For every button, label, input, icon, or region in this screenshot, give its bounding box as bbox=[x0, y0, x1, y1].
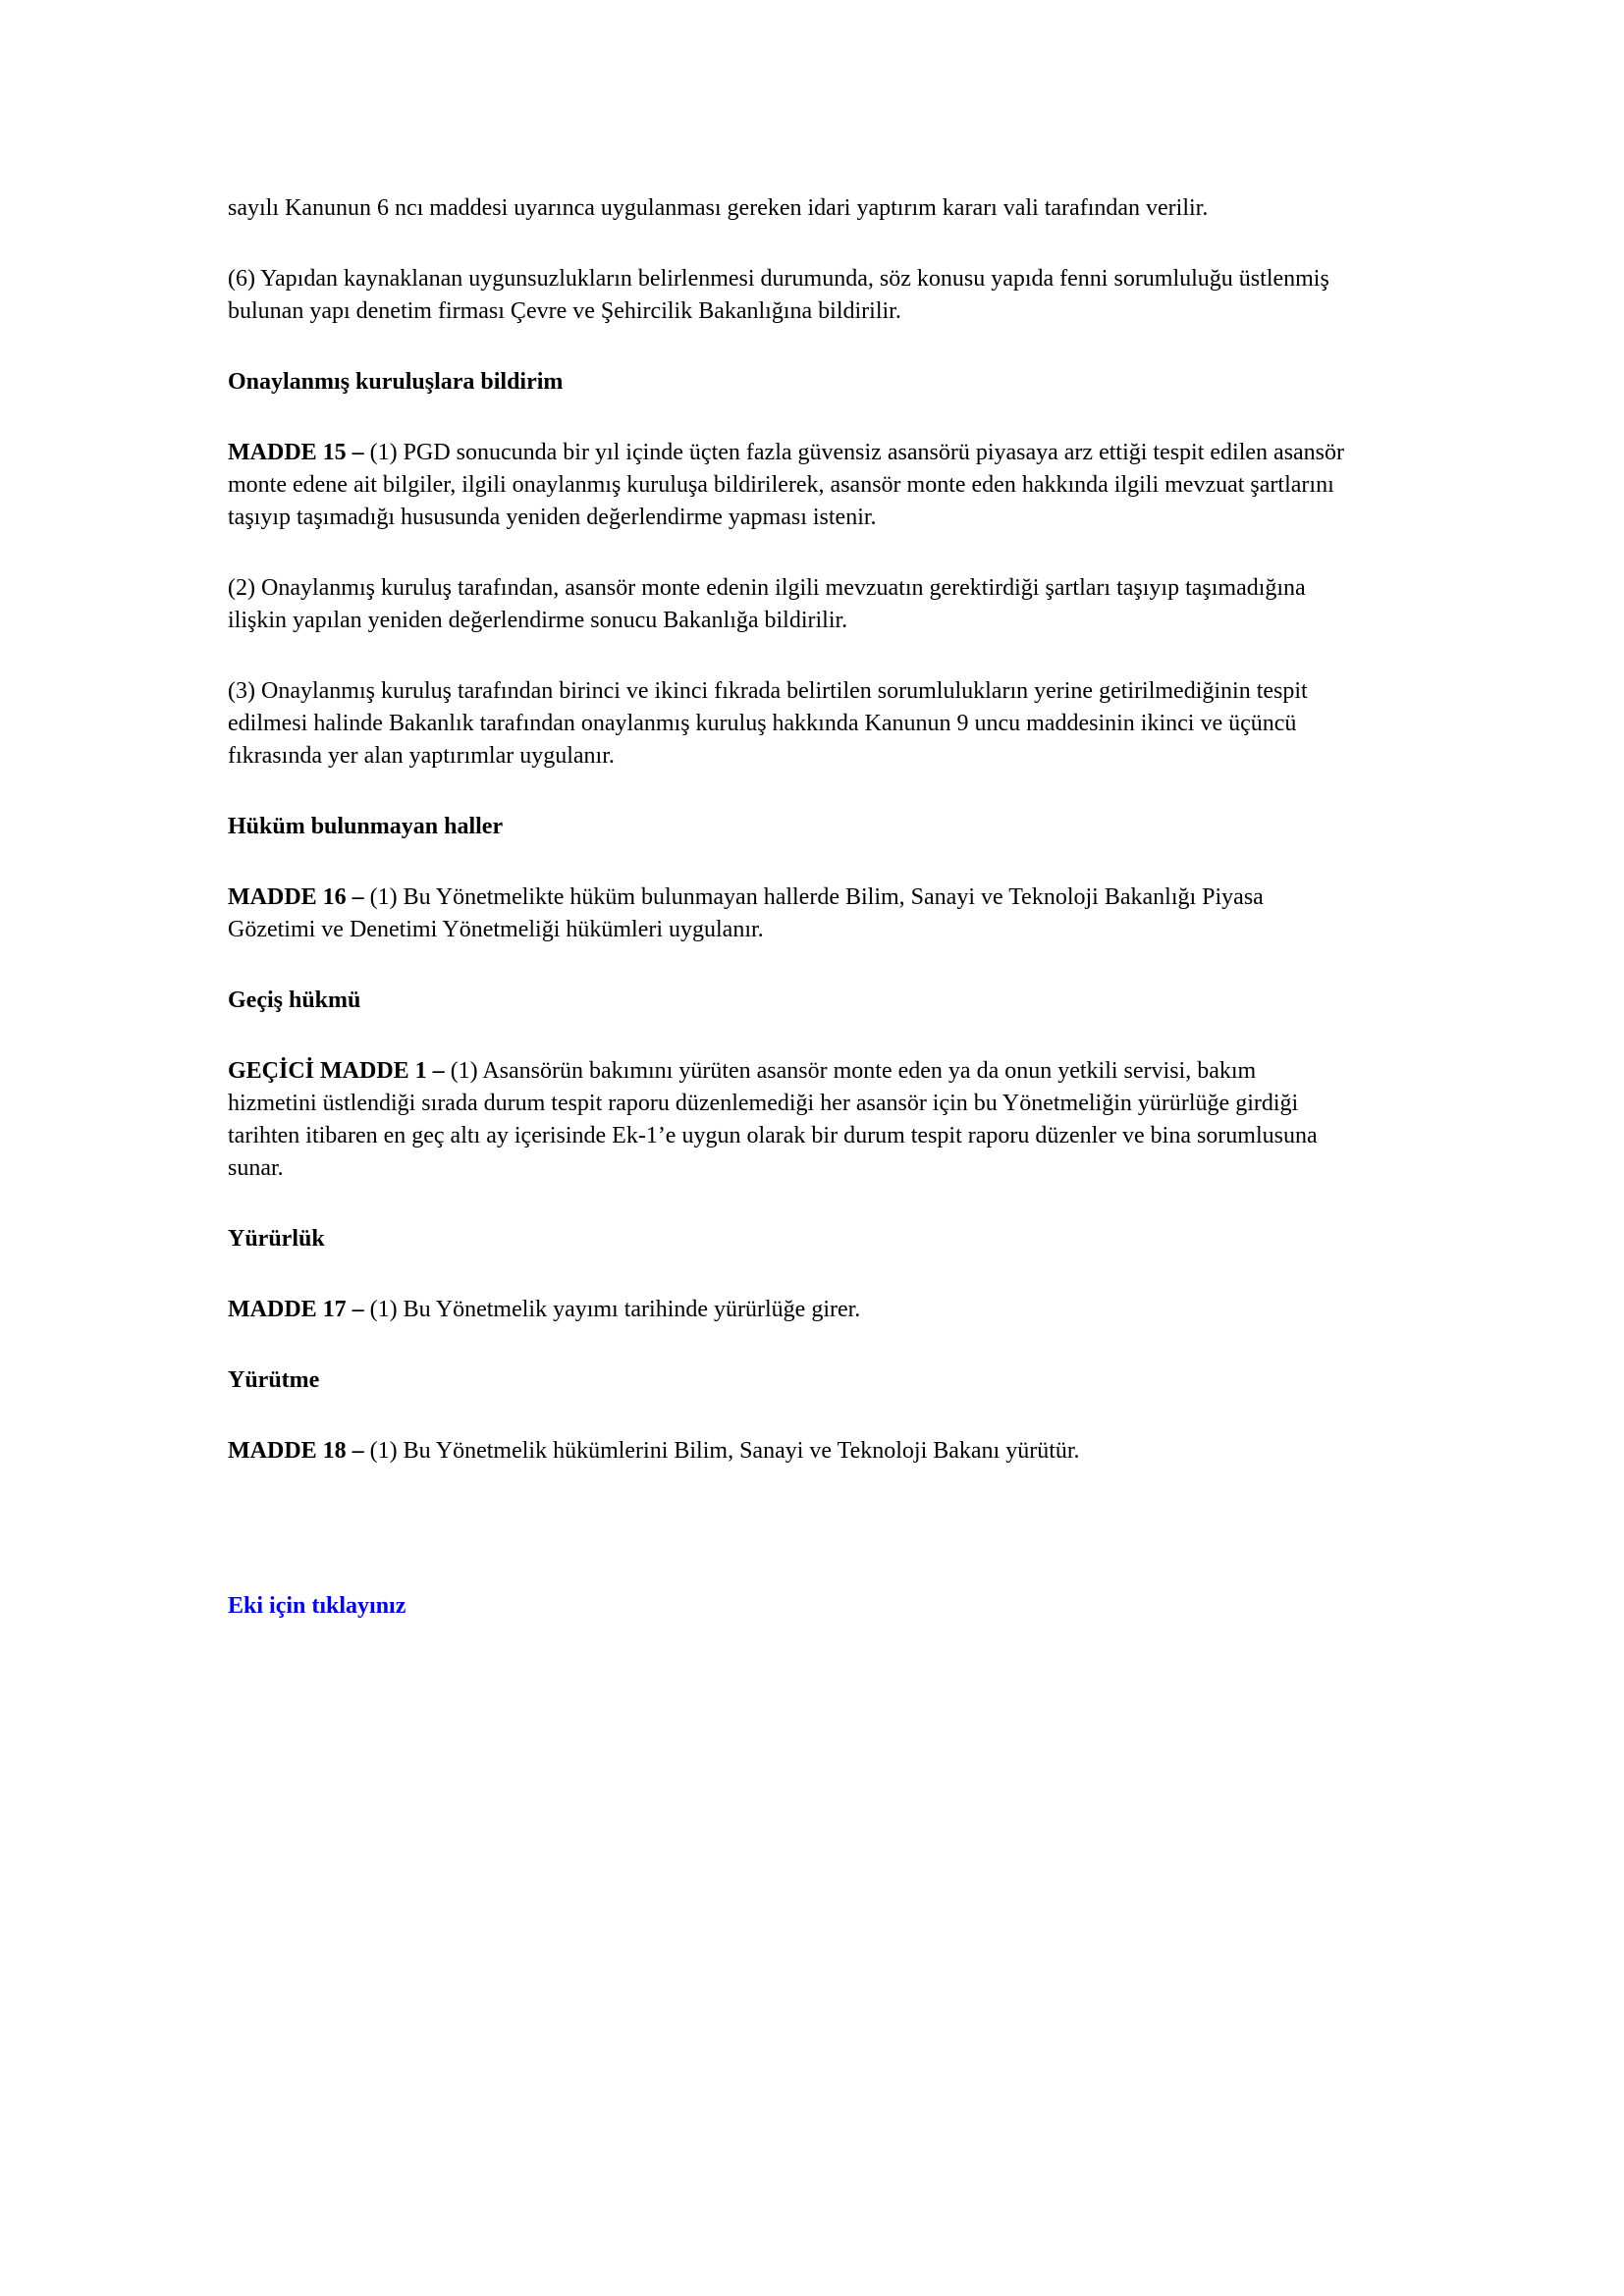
gecici-madde-1-label: GEÇİCİ MADDE 1 – bbox=[228, 1058, 445, 1084]
gecici-madde-1-line-3: tarihten itibaren en geç altı ay içerisinde Ek-1’e uygun olarak bir durum tespit raporu düzenler ve bina sorumlusuna bbox=[228, 1123, 1318, 1148]
paragraph-6-line-1: (6) Yapıdan kaynaklanan uygunsuzlukların belirlenmesi durumunda, söz konusu yapıda fenni sorumluluğu üstlenmiş bbox=[228, 266, 1329, 292]
heading-onaylanmis-kuruluslara-bildirim: Onaylanmış kuruluşlara bildirim bbox=[228, 369, 564, 395]
madde-15-2-line-1: (2) Onaylanmış kuruluş tarafından, asansör monte edenin ilgili mevzuatın gerektirdiği şartları taşıyıp taşımadığına bbox=[228, 575, 1306, 601]
madde-15-3-line-1: (3) Onaylanmış kuruluş tarafından birinci ve ikinci fıkrada belirtilen sorumlulukların yerine getirilmediğinin tespit bbox=[228, 678, 1308, 704]
madde-16-label: MADDE 16 – bbox=[228, 884, 364, 910]
intro-text: sayılı Kanunun 6 ncı maddesi uyarınca uygulanması gereken idari yaptırım kararı vali tarafından verilir. bbox=[228, 195, 1209, 221]
madde-17-text: (1) Bu Yönetmelik yayımı tarihinde yürürlüğe girer. bbox=[363, 1297, 861, 1322]
madde-16-paragraph bbox=[228, 881, 1406, 946]
madde-16-line-1: (1) Bu Yönetmelikte hüküm bulunmayan hallerde Bilim, Sanayi ve Teknoloji Bakanlığı Piyasa bbox=[363, 884, 1264, 910]
gecici-madde-1-line-2: hizmetini üstlendiği sırada durum tespit raporu düzenlemediği her asansör için bu Yönetmeliğin yürürlüğe girdiği bbox=[228, 1091, 1299, 1116]
madde-17-label: MADDE 17 – bbox=[228, 1297, 364, 1322]
heading-gecis-hukmu: Geçiş hükmü bbox=[228, 988, 361, 1013]
gecici-madde-1-line-4: sunar. bbox=[228, 1155, 284, 1181]
madde-15-2-line-2: ilişkin yapılan yeniden değerlendirme sonucu Bakanlığa bildirilir. bbox=[228, 608, 848, 633]
madde-18-label: MADDE 18 – bbox=[228, 1438, 364, 1464]
heading-yurutme: Yürütme bbox=[228, 1367, 320, 1393]
paragraph-6-line-2: bulunan yapı denetim firması Çevre ve Şehircilik Bakanlığına bildirilir. bbox=[228, 298, 901, 324]
annex-link[interactable]: Eki için tıklayınız bbox=[228, 1593, 406, 1619]
madde-15-3-line-2: edilmesi halinde Bakanlık tarafından onaylanmış kuruluş hakkında Kanunun 9 uncu maddesinin ikinci ve üçüncü bbox=[228, 711, 1297, 736]
madde-18-text: (1) Bu Yönetmelik hükümlerini Bilim, Sanayi ve Teknoloji Bakanı yürütür. bbox=[363, 1438, 1080, 1464]
heading-hukum-bulunmayan-haller: Hüküm bulunmayan haller bbox=[228, 814, 504, 839]
intro-paragraph bbox=[228, 192, 1406, 225]
paragraph-6 bbox=[228, 263, 1406, 328]
madde-17-paragraph bbox=[228, 1294, 1406, 1326]
madde-15-3-line-3: fıkrasında yer alan yaptırımlar uygulanır. bbox=[228, 743, 615, 769]
madde-15-line-1: (1) PGD sonucunda bir yıl içinde üçten fazla güvensiz asansörü piyasaya arz ettiği tespit edilen asansör bbox=[363, 440, 1345, 465]
madde-15-paragraph-2 bbox=[228, 572, 1406, 637]
madde-16-line-2: Gözetimi ve Denetimi Yönetmeliği hükümleri uygulanır. bbox=[228, 917, 764, 942]
madde-15-paragraph-1 bbox=[228, 437, 1406, 534]
madde-18-paragraph bbox=[228, 1435, 1406, 1468]
madde-15-line-3: taşıyıp taşımadığı hususunda yeniden değerlendirme yapması istenir. bbox=[228, 505, 877, 530]
gecici-madde-1-line-1: (1) Asansörün bakımını yürüten asansör monte eden ya da onun yetkili servisi, bakım bbox=[444, 1058, 1257, 1084]
madde-15-line-2: monte edene ait bilgiler, ilgili onaylanmış kuruluşa bildirilerek, asansör monte eden hakkında ilgili mevzuat şartlarını bbox=[228, 472, 1334, 498]
document-page bbox=[228, 192, 1406, 1623]
madde-15-paragraph-3 bbox=[228, 675, 1406, 773]
heading-yururluk: Yürürlük bbox=[228, 1226, 325, 1252]
gecici-madde-1-paragraph bbox=[228, 1055, 1406, 1185]
madde-15-label: MADDE 15 – bbox=[228, 440, 364, 465]
